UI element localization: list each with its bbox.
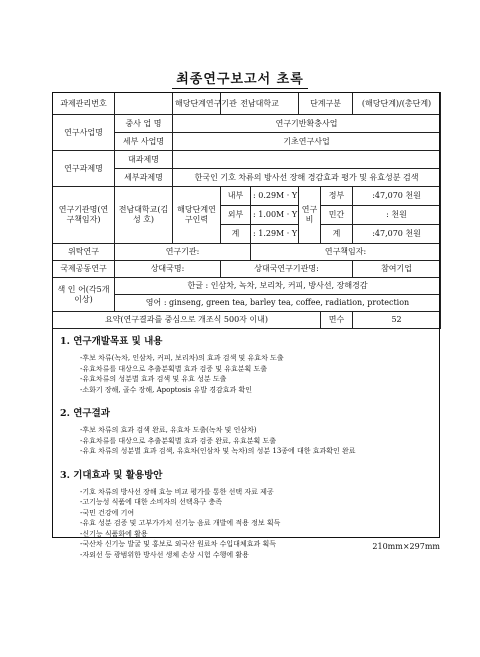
list-item: -유효차류를 대상으로 추출분획별 효과 검증 완료, 유효분획 도출 <box>80 436 276 445</box>
fund-total-label: 계 <box>321 225 353 244</box>
sub-project-value: 한국인 기호 차류의 방사선 장해 경감효과 평가 및 유효성분 검색 <box>173 169 441 187</box>
list-item: -소화기 장해, 골수 장해, Apoptosis 유발 경감효과 확인 <box>80 385 253 394</box>
pages-value: 52 <box>353 312 441 329</box>
korean-keywords: : 인삼차, 녹차, 보리차, 커피, 방사선, 장해경감 <box>205 281 368 290</box>
document-title: 최종연구보고서 초록 <box>0 68 480 87</box>
gov-label: 정부 <box>321 187 353 206</box>
internal-value: : 0.29M · Y <box>251 187 299 206</box>
staff-label: 해당단계연구인력 <box>173 187 221 244</box>
task-no-label: 과제관리번호 <box>53 93 115 115</box>
consign-label: 위탁연구 <box>53 244 115 261</box>
company-label: 참여기업 <box>353 261 441 278</box>
consign-org: 연구기관: <box>115 244 251 261</box>
list-item: -신기능 식품화에 활용 <box>80 529 148 538</box>
main-project-label: 대과제명 <box>115 151 173 169</box>
list-item: -국민 건강에 기여 <box>80 508 135 517</box>
list-item: -유효 차류의 성분별 효과 검색, 유효차(인삼차 및 녹차)의 성분 13종에 대한 효과확인 완료 <box>80 447 356 455</box>
section-title: 3. 기대효과 및 활용방안 <box>60 469 163 481</box>
keyword-label: 색 인 어(각5개이상) <box>53 278 115 312</box>
agency-label: 해당단계연구기관 <box>173 93 221 115</box>
consign-pi: 연구책임자: <box>251 244 441 261</box>
total-label: 계 <box>221 225 251 244</box>
list-item: -후보 차류(녹차, 인삼차, 커피, 보리차)의 효과 검색 및 유효차 도출 <box>80 354 284 362</box>
english-label: 영어 <box>145 298 162 307</box>
section-results <box>60 405 432 457</box>
agency-value: 전남대학교 <box>221 93 299 115</box>
english-keywords: : ginseng, green tea, barley tea, coffee, radiation, protection <box>163 298 410 307</box>
total-value: : 1.29M · Y <box>251 225 299 244</box>
list-item: -후보 차류의 효과 검색 완료, 유효차 도출(녹차 및 인삼차) <box>80 426 257 434</box>
intl-country: 상대국명: <box>115 261 221 278</box>
section-title: 1. 연구개발목표 및 내용 <box>60 336 163 347</box>
internal-label: 내부 <box>221 187 251 206</box>
main-program-value: 연구기반확충사업 <box>173 115 441 133</box>
list-item: -유효 성분 검증 및 고부가가치 신기능 음료 개발에 적용 정보 획득 <box>80 519 281 527</box>
korean-label: 한글 <box>187 281 203 290</box>
pages-label: 면수 <box>321 312 353 329</box>
list-item: -국산차 신기능 발굴 및 홍보로 외국산 원료차 수입대체효과 획득 <box>80 540 276 548</box>
stage-value: (해당단계)/(총단계) <box>353 93 441 115</box>
paper-size-note: 210mm×297mm <box>372 542 440 551</box>
pi-label: 연구기관명(연구책임자) <box>53 187 115 244</box>
main-program-label: 중사 업 명 <box>115 115 173 133</box>
project-label: 연구과제명 <box>53 151 115 187</box>
sub-program-label: 세부 사업명 <box>115 133 173 151</box>
sub-program-value: 기초연구사업 <box>173 133 441 151</box>
list-item: -유효차류를 대상으로 추출분획별 효과 검증 및 유효분획 도출 <box>80 364 267 373</box>
section-goals <box>60 333 432 395</box>
external-label: 외부 <box>221 206 251 225</box>
list-item: -기호 차류의 방사선 장해 효능 비교 평가를 통한 선택 자료 제공 <box>80 487 274 496</box>
list-item: -자외선 등 광범위한 방사선 생체 손상 시험 수행에 활용 <box>80 550 249 559</box>
stage-label: 단계구분 <box>299 93 353 115</box>
list-item: -유효차류의 성분별 효과 검색 및 유효 성분 도출 <box>80 375 227 383</box>
list-item: -고기능성 식품에 대한 소비자의 선택욕구 충족 <box>80 498 222 506</box>
private-label: 민간 <box>321 206 353 225</box>
private-value: : 천원 <box>353 206 441 225</box>
fund-label: 연구비 <box>299 187 321 244</box>
sub-project-label: 세부과제명 <box>115 169 173 187</box>
gov-value: :47,070 천원 <box>353 187 441 206</box>
pi-value: 전남대학교(김 성 호) <box>115 187 173 244</box>
program-label: 연구사업명 <box>53 115 115 151</box>
fund-total-value: :47,070 천원 <box>353 225 441 244</box>
section-title: 2. 연구결과 <box>60 408 110 419</box>
summary-label: 요약(연구결과를 중심으로 개조식 500자 이내) <box>53 312 321 329</box>
external-value: : 1.00M · Y <box>251 206 299 225</box>
intl-label: 국제공동연구 <box>53 261 115 278</box>
intl-org: 상대국연구기관명: <box>221 261 353 278</box>
